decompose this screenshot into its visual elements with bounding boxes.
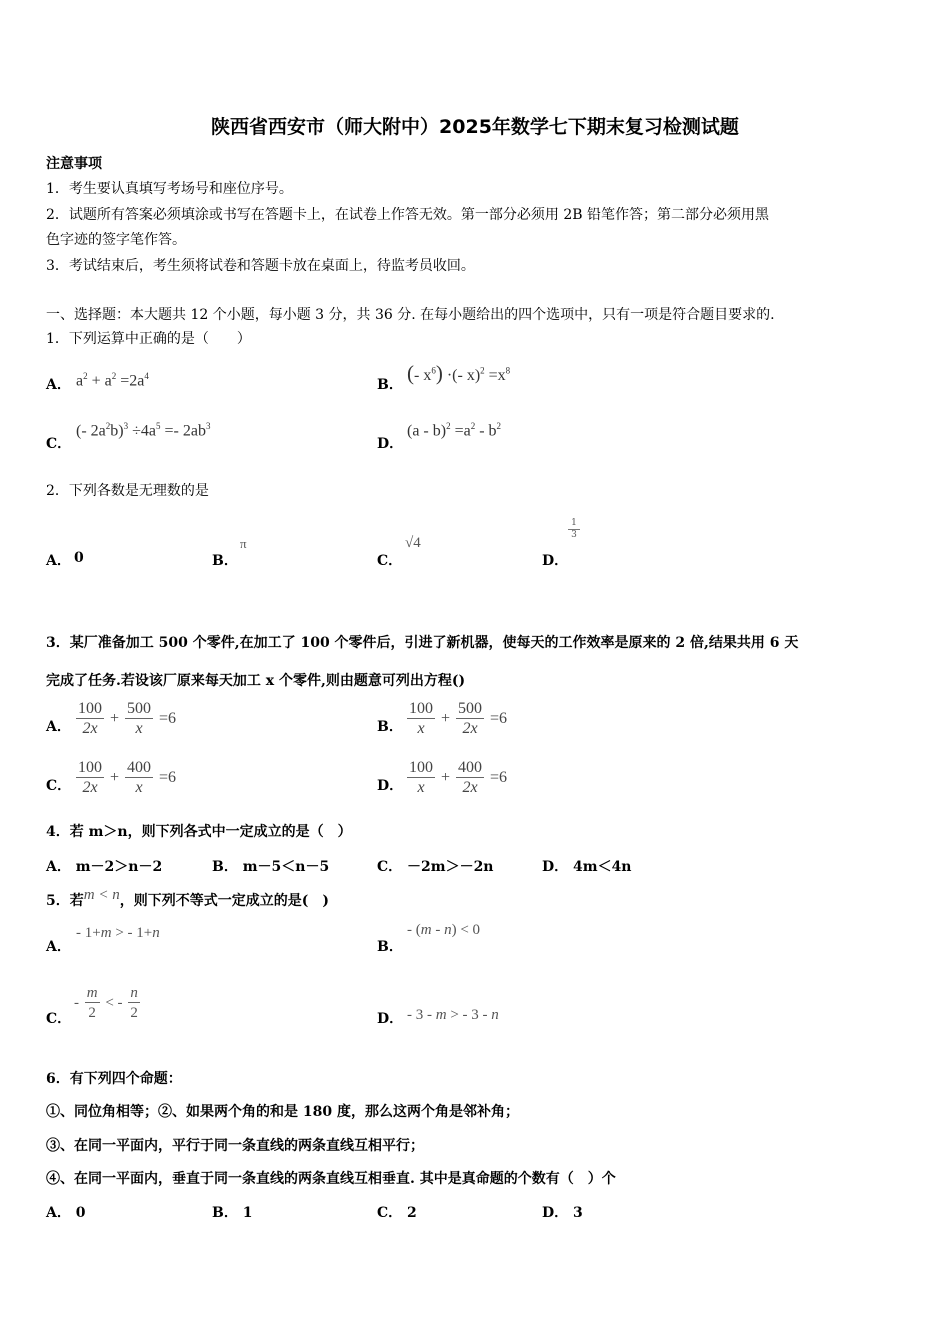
q2-option-d-fraction	[568, 518, 580, 541]
q1-stem: 1．下列运算中正确的是（ ）	[46, 331, 251, 347]
q2-option-d-numerator: 1	[568, 518, 580, 530]
q3-option-d-label: D．	[377, 778, 404, 794]
q2-option-d-label: D．	[542, 553, 569, 569]
q1-option-c-label: C．	[46, 436, 72, 452]
q5-stem-suffix: ，则下列不等式一定成立的是( )	[119, 893, 329, 909]
q3-option-b-formula: $\frac{100}{x}$ + $\frac{500}{2x}$ =6	[409, 700, 508, 737]
q6-option-c: C． 2	[377, 1205, 417, 1221]
q5-option-a-formula: - 1+m > - 1+n	[76, 925, 160, 941]
q6-proposition-line-1: ①、同位角相等；②、如果两个角的和是 180 度，那么这两个角是邻补角；	[46, 1104, 519, 1120]
q2-option-c-label: C．	[377, 553, 403, 569]
q6-option-b: B． 1	[212, 1205, 253, 1221]
q1-option-a-label: A．	[46, 377, 71, 393]
q3-option-c-label: C．	[46, 778, 72, 794]
notice-item-2-line-2: 色字迹的签字笔作答。	[46, 232, 186, 248]
q2-option-d-denominator: 3	[571, 530, 577, 540]
q5-option-b-formula: - (m - n) < 0	[407, 922, 481, 938]
q6-proposition-line-2: ③、在同一平面内，平行于同一条直线的两条直线互相平行；	[46, 1138, 424, 1154]
q1-option-c-formula: (- $2a^2b)^3 \div 4a^5 =- 2ab^3$	[76, 421, 211, 440]
section-1-heading: 一、选择题：本大题共 12 个小题，每小题 3 分，共 36 分. 在每小题给出的四个选项中，只有一项是符合题目要求的.	[46, 307, 775, 323]
q5-stem	[46, 887, 329, 910]
q2-option-c-value: √4	[405, 535, 421, 551]
notice-item-1: 1．考生要认真填写考场号和座位序号。	[46, 181, 293, 197]
q5-option-c-formula: - $\frac{m}{2}$ < - $\frac{n}{2}$	[74, 985, 138, 1021]
q3-option-a-formula: $\frac{100}{2x}$ + $\frac{500}{x}$ =6	[78, 700, 177, 737]
q4-option-a: A． m－2＞n－2	[46, 859, 163, 875]
q3-option-d-formula: $\frac{100}{x}$ + $\frac{400}{2x}$ =6	[409, 759, 508, 796]
q2-stem: 2．下列各数是无理数的是	[46, 483, 209, 499]
q4-option-d: D． 4m＜4n	[542, 859, 632, 875]
q3-stem-line-2: 完成了任务.若设该厂原来每天加工 x 个零件,则由题意可列出方程()	[46, 673, 466, 689]
notice-heading: 注意事项	[46, 156, 102, 172]
q2-option-b-value: π	[240, 536, 247, 551]
q5-option-c-label: C．	[46, 1011, 72, 1027]
q5-stem-prefix: 5．若	[46, 893, 84, 909]
q3-stem-line-1: 3．某厂准备加工 500 个零件,在加工了 100 个零件后，引进了新机器，使每天的工作效率是原来的 2 倍,结果共用 6 天	[46, 635, 799, 651]
q2-option-b-label: B．	[212, 553, 238, 569]
q5-stem-math: m < n	[83, 887, 120, 903]
q6-option-d: D． 3	[542, 1205, 583, 1221]
q1-option-b-formula: (- $x^6$) ·(- $x)^2 =x^8$	[407, 361, 511, 385]
q6-stem: 6．有下列四个命题：	[46, 1071, 182, 1087]
q5-option-d-formula: - 3 - m > - 3 - n	[407, 1007, 499, 1023]
q4-stem: 4．若 m＞n，则下列各式中一定成立的是（ ）	[46, 824, 352, 840]
q5-option-a-label: A．	[46, 939, 71, 955]
q4-option-c: C． －2m＞－2n	[377, 859, 494, 875]
q1-option-b-label: B．	[377, 377, 403, 393]
q1-option-d-label: D．	[377, 436, 404, 452]
notice-item-2-line-1: 2．试题所有答案必须填涂或书写在答题卡上，在试卷上作答无效。第一部分必须用 2B 铅笔作答；第二部分必须用黑	[46, 207, 769, 223]
notice-item-3: 3．考试结束后，考生须将试卷和答题卡放在桌面上，待监考员收回。	[46, 258, 475, 274]
q6-proposition-line-3: ④、在同一平面内，垂直于同一条直线的两条直线互相垂直. 其中是真命题的个数有（ ）个	[46, 1171, 616, 1187]
q3-option-c-formula: $\frac{100}{2x}$ + $\frac{400}{x}$ =6	[78, 759, 177, 796]
q2-option-a-value: 0	[74, 550, 84, 566]
q5-option-b-label: B．	[377, 939, 403, 955]
q5-option-d-label: D．	[377, 1011, 404, 1027]
q3-option-a-label: A．	[46, 719, 71, 735]
page-title: 陕西省西安市（师大附中）2025年数学七下期末复习检测试题	[211, 116, 739, 138]
q4-option-b: B． m－5＜n－5	[212, 859, 330, 875]
q1-option-a-formula: $a^2 + a^2 =2a^4$	[76, 371, 149, 390]
q2-option-a-label: A．	[46, 553, 71, 569]
q3-option-b-label: B．	[377, 719, 403, 735]
q6-option-a: A． 0	[46, 1205, 86, 1221]
q1-option-d-formula: $(a - b)^2 =a^2 - b^2$	[407, 421, 502, 440]
